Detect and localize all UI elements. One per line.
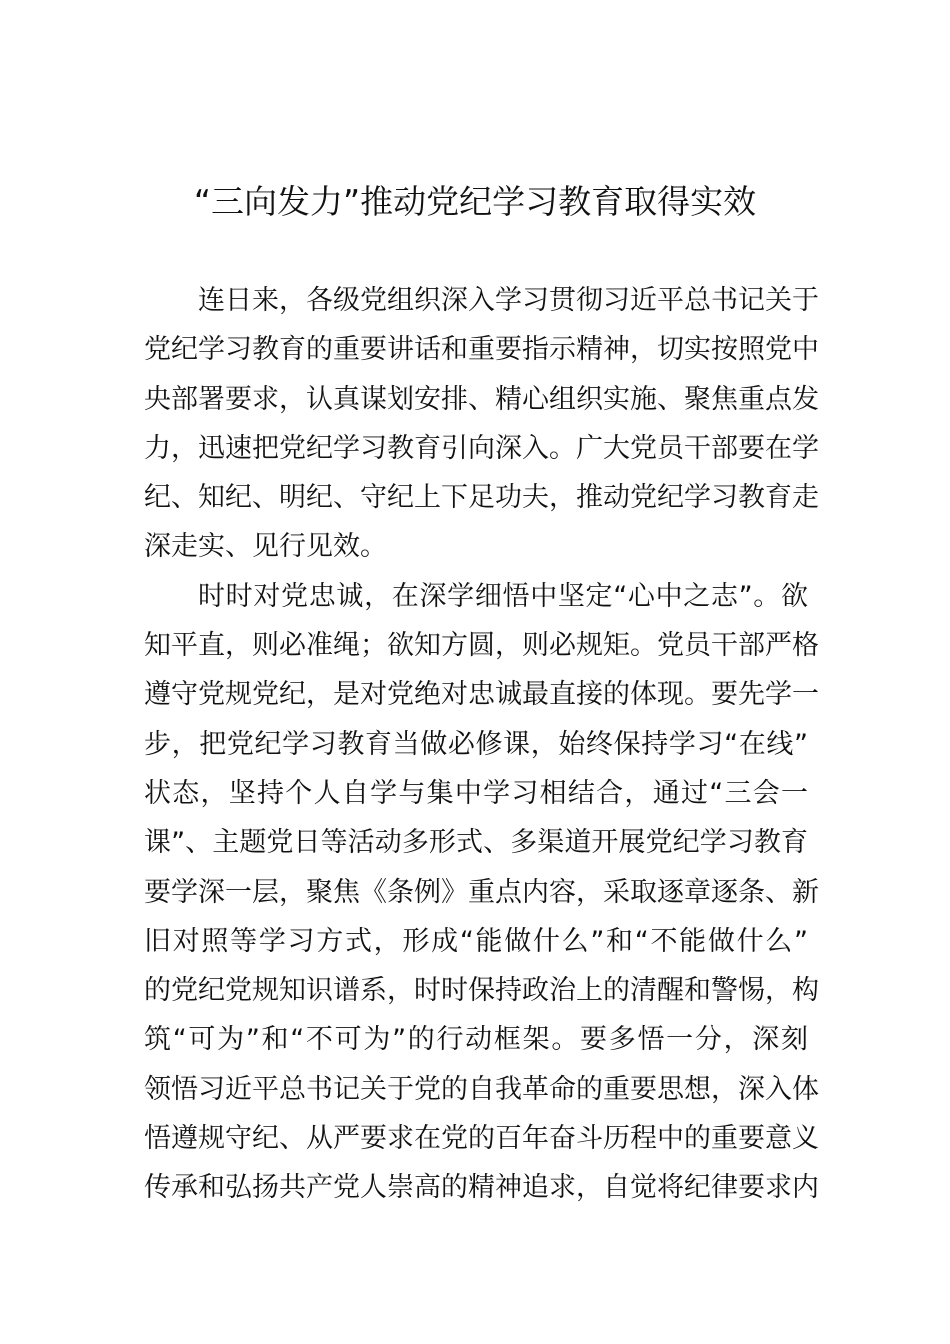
text-line-15: 的党纪党规知识谱系，时时保持政治上的清醒和警惕，构 — [144, 975, 819, 1007]
text-line-8: 知平直，则必准绳；欲知方圆，则必规矩。党员干部严格 — [144, 630, 819, 662]
text-line-7: 时时对党忠诚，在深学细悟中坚定“心中之志”。欲 — [198, 580, 808, 612]
text-line-19: 传承和弘扬共产党人崇高的精神追求，自觉将纪律要求内 — [144, 1172, 819, 1204]
text-line-9: 遵守党规党纪，是对党绝对忠诚最直接的体现。要先学一 — [144, 679, 819, 711]
text-line-1: 连日来，各级党组织深入学习贯彻习近平总书记关于 — [198, 285, 819, 316]
text-line-12: 课”、主题党日等活动多形式、多渠道开展党纪学习教育 — [144, 827, 808, 859]
document-title: “三向发力”推动党纪学习教育取得实效 — [193, 182, 757, 221]
text-line-6: 深走实、见行见效。 — [144, 531, 387, 563]
text-line-11: 状态，坚持个人自学与集中学习相结合，通过“三会一 — [144, 777, 808, 809]
text-line-14: 旧对照等学习方式，形成“能做什么”和“不能做什么” — [144, 925, 808, 957]
text-line-16: 筑“可为”和“不可为”的行动框架。要多悟一分，深刻 — [144, 1024, 808, 1056]
text-line-18: 悟遵规守纪、从严要求在党的百年奋斗历程中的重要意义 — [144, 1123, 819, 1155]
text-line-17: 领悟习近平总书记关于党的自我革命的重要思想，深入体 — [144, 1073, 819, 1105]
text-line-3: 央部署要求，认真谋划安排、精心组织实施、聚焦重点发 — [144, 383, 819, 415]
text-line-10: 步，把党纪学习教育当做必修课，始终保持学习“在线” — [144, 728, 808, 760]
text-line-13: 要学深一层，聚焦《条例》重点内容，采取逐章逐条、新 — [144, 876, 819, 908]
text-line-4: 力，迅速把党纪学习教育引向深入。广大党员干部要在学 — [144, 432, 819, 464]
text-line-2: 党纪学习教育的重要讲话和重要指示精神，切实按照党中 — [144, 334, 819, 366]
document-body — [144, 276, 819, 1213]
text-line-5: 纪、知纪、明纪、守纪上下足功夫，推动党纪学习教育走 — [144, 482, 819, 514]
